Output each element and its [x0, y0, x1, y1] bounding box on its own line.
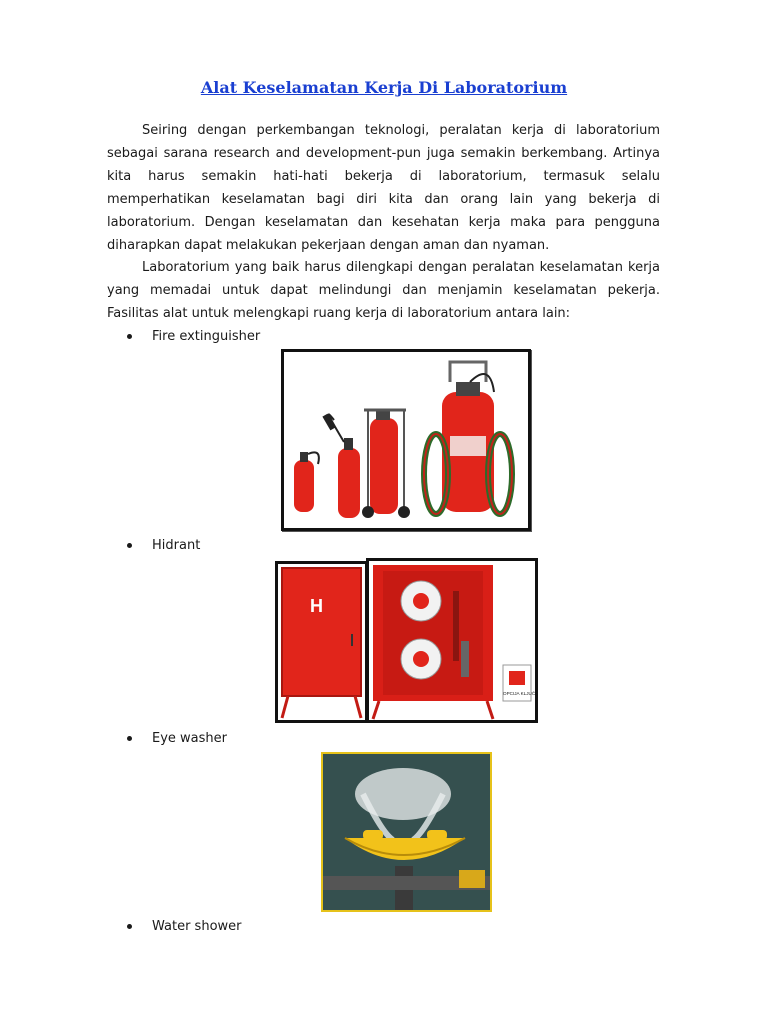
medium-extinguisher-body-icon	[338, 448, 360, 518]
eye-washer-image	[321, 752, 492, 912]
hydrant-letter: H	[310, 596, 323, 616]
paragraph-intro	[107, 119, 660, 257]
paragraph-facilities-text: Laboratorium yang baik harus dilengkapi dengan peralatan keselamatan kerja yang memadai untuk dapat melindungi dan menjamin keselamatan pekerja. Fasilitas alat untuk melengkapi ruang kerja di laboratorium antara lain:	[107, 260, 660, 321]
paragraph-intro-text: Seiring dengan perkembangan teknologi, peralatan kerja di laboratorium sebagai sarana research and development-pun juga semakin berkembang. Artinya kita harus semakin hati-hati bekerja di laboratorium, termasuk selalu memperhatikan keselamatan bagi diri kita dan orang lain yang bekerja di laboratorium. Dengan keselamatan dan kesehatan kerja maka para pengguna diharapkan dapat melakukan pekerjaan dengan aman dan nyaman.	[107, 123, 660, 253]
list-item-label: Water shower	[152, 919, 242, 934]
list-item-label: Eye washer	[152, 731, 227, 746]
list-item-label: Hidrant	[152, 538, 201, 553]
small-extinguisher-body-icon	[294, 460, 314, 512]
fire-extinguisher-image	[281, 349, 531, 531]
hydrant-sign-text: OPCIJA KLJUČ	[503, 691, 535, 696]
document-title: Alat Keselamatan Kerja Di Laboratorium	[200, 78, 568, 97]
hydrant-cabinet-open-image	[366, 558, 538, 723]
bullet-dot-icon	[127, 334, 132, 339]
bullet-dot-icon	[127, 924, 132, 929]
bullet-dot-icon	[127, 736, 132, 741]
hydrant-cabinet-closed-image	[275, 561, 368, 723]
bullet-dot-icon	[127, 543, 132, 548]
list-item-label: Fire extinguisher	[152, 329, 261, 344]
trolley-extinguisher-icon	[370, 418, 398, 514]
paragraph-facilities	[107, 256, 660, 325]
